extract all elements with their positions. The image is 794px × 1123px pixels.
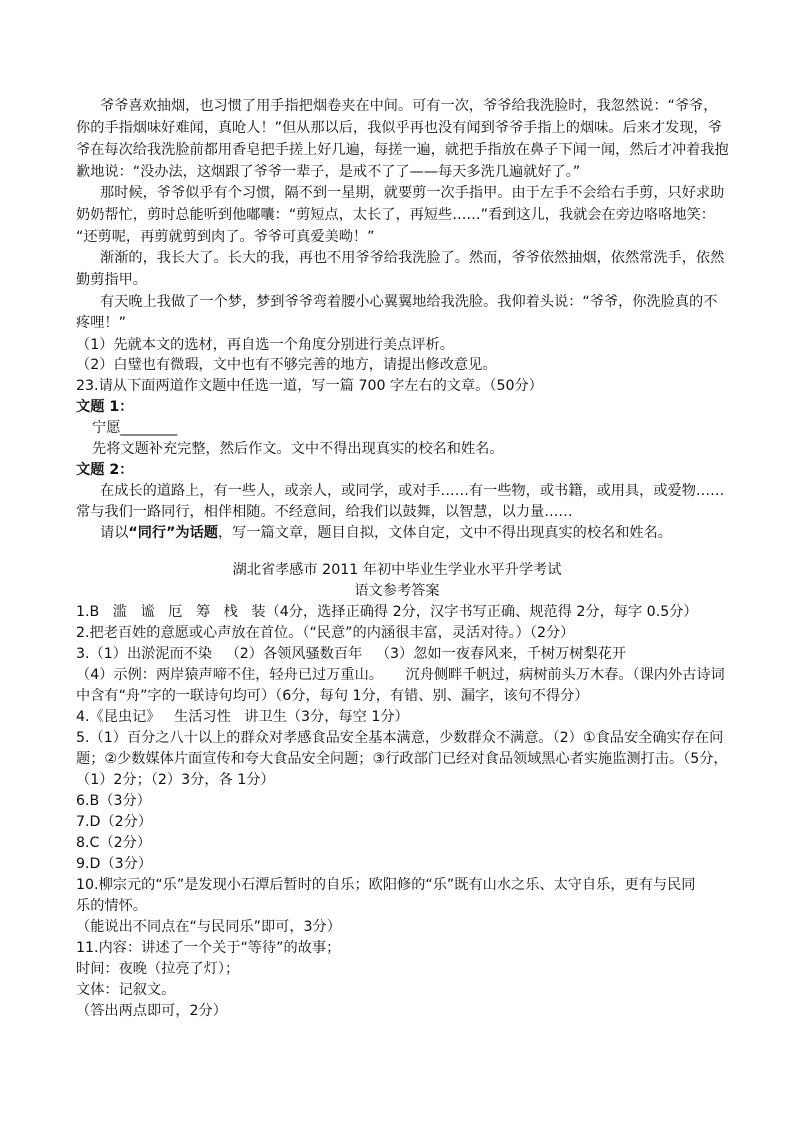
answer-3-line-3: 中含有“舟”字的一联诗句均可）（6分，每句 1分，有错、别、漏字，该句不得分） — [76, 688, 589, 704]
answer-8: 8.C（2分） — [76, 835, 152, 851]
question-23: 23.请从下面两道作文题中任选一道，写一篇 700 字左右的文章。（50分） — [76, 378, 543, 394]
story-paragraph-2-line-1: 那时候，爷爷似乎有个习惯，隔不到一星期，就要剪一次手指甲。由于左手不会给右手剪，只好求助 — [100, 185, 725, 201]
story-paragraph-2-line-2: 奶奶帮忙，剪时总能听到他嘟囔：“剪短点，太长了，再短些……”看到这儿，我就会在旁边咯咯地笑： — [76, 207, 715, 223]
answer-4: 4.《昆虫记》 生活习性 讲卫生（3分，每空 1分） — [76, 709, 409, 725]
story-paragraph-4-line-2: 疼哩！” — [76, 315, 126, 331]
answer-key-subtitle: 语文参考答案 — [354, 583, 440, 599]
topic-2-req-pre: 请以 — [100, 525, 129, 541]
answer-10-line-2: 乐的情怀。 — [76, 898, 147, 914]
answer-3-line-2: （4）示例：两岸猿声啼不住，轻舟已过万重山。 沉舟侧畔千帆过，病树前头万木春。（课内外古诗词 — [76, 667, 725, 683]
answer-10-line-1: 10.柳宗元的“乐”是发现小石潭后暂时的自乐；欧阳修的“乐”既有山水之乐、太守自乐，更有与民同 — [76, 877, 696, 893]
story-paragraph-1-line-3: 爷在每次给我洗脸前都用香皂把手搓上好几遍，每搓一遍，就把手指放在鼻子下闻一闻，然后才冲着我抱 — [76, 142, 729, 158]
story-paragraph-1-line-2: 你的手指烟味好难闻，真呛人！”但从那以后，我似乎再也没有闻到爷爷手指上的烟味。后来才发现，爷 — [76, 120, 722, 136]
topic-2-line-2: 常与我们一路同行，相伴相随。不经意间，给我们以鼓舞，以智慧，以力量…… — [76, 504, 573, 520]
story-paragraph-1-line-4: 歉地说：“没办法，这烟跟了爷爷一辈子，是戒不了了——每天多洗几遍就好了。” — [76, 164, 581, 180]
answer-5-line-1: 5.（1）百分之八十以上的群众对孝感食品安全基本满意，少数群众不满意。（2）①食品安全确实存在问 — [76, 730, 724, 746]
answer-11-line-2: 时间：夜晚（拉亮了灯）； — [76, 961, 240, 977]
answer-7: 7.D（2分） — [76, 814, 153, 830]
answer-5-line-3: （1）2分；（2）3分，各 1分） — [76, 772, 275, 788]
topic-2-requirement — [100, 523, 672, 543]
topic-1-requirement: 先将文题补充完整，然后作文。文中不得出现真实的校名和姓名。 — [92, 441, 504, 457]
answer-11-line-1: 11.内容：讲述了一个关于“等待”的故事； — [76, 940, 341, 956]
question-22-1: （1）先就本文的选材，再自选一个角度分别进行美点评析。 — [76, 337, 454, 353]
topic-2-req-post: ，写一篇文章，题目自拟，文体自定，文中不得出现真实的校名和姓名。 — [217, 525, 672, 541]
answer-9: 9.D（3分） — [76, 856, 153, 872]
story-paragraph-3-line-1: 渐渐的，我长大了。长大的我，再也不用爷爷给我洗脸了。然而，爷爷依然抽烟，依然常洗手，依然 — [100, 250, 725, 266]
story-paragraph-3-line-2: 勤剪指甲。 — [76, 272, 147, 288]
story-paragraph-2-line-3: “还剪呢，再剪就剪到肉了。爷爷可真爱美呦！” — [76, 229, 375, 245]
topic-2-line-1: 在成长的道路上，有一些人，或亲人，或同学，或对手……有一些物，或书籍，或用具，或爱物…… — [100, 483, 725, 499]
story-paragraph-4-line-1: 有天晚上我做了一个梦，梦到爷爷弯着腰小心翼翼地给我洗脸。我仰着头说：“爷爷，你洗脸真的不 — [100, 294, 718, 310]
topic-1-label: 文题 1： — [76, 399, 134, 415]
topic-2-req-bold: “同行”为话题 — [128, 525, 218, 541]
answer-key-title: 湖北省孝感市 2011 年初中毕业生学业水平升学考试 — [232, 562, 562, 578]
answer-10-line-3: （能说出不同点在“与民同乐”即可，3分） — [76, 919, 341, 935]
topic-1-title: 宁愿________ — [92, 420, 178, 436]
topic-2-label: 文题 2： — [76, 462, 134, 478]
answer-11-line-4: （答出两点即可，2分） — [76, 1003, 227, 1019]
question-22-2: （2）白璧也有微瑕，文中也有不够完善的地方，请提出修改意见。 — [76, 357, 497, 373]
answer-2: 2.把老百姓的意愿或心声放在首位。（“民意”的内涵很丰富，灵活对待。）（2分） — [76, 625, 575, 641]
answer-11-line-3: 文体：记叙文。 — [76, 982, 176, 998]
answer-6: 6.B（3分） — [76, 793, 151, 809]
answer-1: 1.B 滥 谧 厄 筹 栈 装（4分，选择正确得 2分，汉字书写正确、规范得 2分，每字 0.5分） — [76, 604, 698, 620]
answer-3-line-1: 3.（1）出淤泥而不染 （2）各领风骚数百年 （3）忽如一夜春风来，千树万树梨花开 — [76, 646, 627, 662]
story-paragraph-1-line-1: 爷爷喜欢抽烟，也习惯了用手指把烟卷夹在中间。可有一次，爷爷给我洗脸时，我忽然说：“爷爷， — [100, 98, 718, 114]
answer-5-line-2: 题；②少数媒体片面宣传和夸大食品安全问题；③行政部门已经对食品领域黑心者实施监测打击。（5分， — [76, 751, 728, 767]
